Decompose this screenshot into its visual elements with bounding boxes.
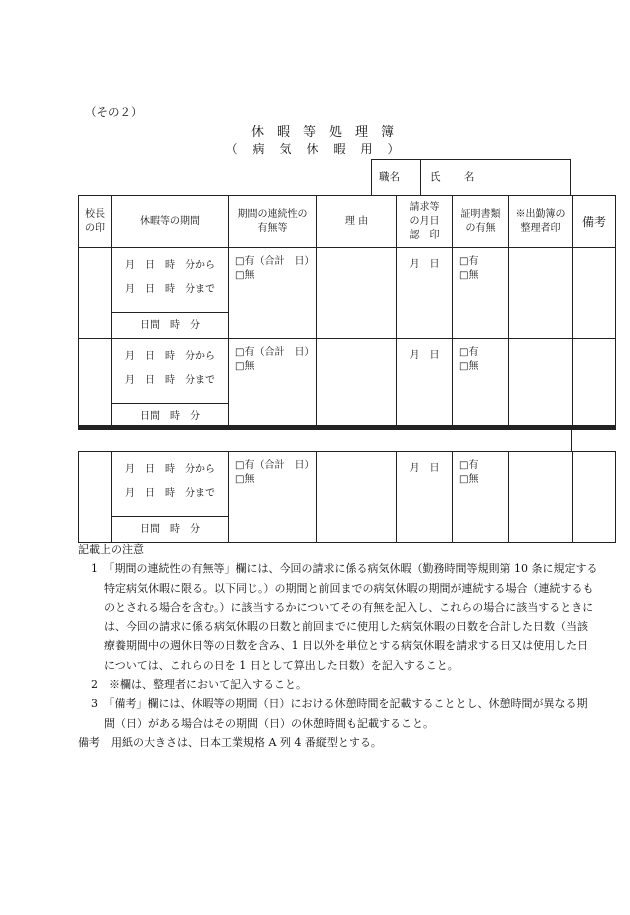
continuity-cell[interactable] (229, 248, 317, 339)
attendance-seal-cell[interactable] (509, 248, 573, 339)
col-continuity: 期間の連続性の 有無等 (229, 196, 317, 248)
record-table (78, 195, 616, 430)
certificate-cell[interactable] (453, 248, 509, 339)
seal-cell[interactable] (79, 339, 112, 430)
certificate-no: □無 (459, 361, 479, 372)
continuity-no: □無 (235, 474, 255, 485)
col-attendance-seal: ※出勤簿の 整理者印 (509, 196, 573, 248)
continuity-no: □無 (235, 361, 255, 372)
seal-cell[interactable] (79, 248, 112, 339)
omission-separator (78, 425, 615, 429)
request-date-cell[interactable]: 月 日 (397, 339, 453, 430)
period-from: 月 日 時 分から (125, 351, 215, 362)
remarks-cell[interactable] (573, 248, 616, 339)
certificate-no: □無 (459, 474, 479, 485)
period-cell[interactable] (112, 339, 229, 430)
continuity-yes: □有（合計 日） (235, 347, 315, 358)
col-remarks: 備考 (573, 196, 616, 248)
name-box-divider (420, 160, 421, 195)
period-to: 月 日 時 分まで (125, 488, 215, 499)
period-from: 月 日 時 分から (125, 464, 215, 475)
col-certificate: 証明書類 の有無 (453, 196, 509, 248)
reason-cell[interactable] (317, 248, 397, 339)
period-cell[interactable] (112, 248, 229, 339)
period-to: 月 日 時 分まで (125, 375, 215, 386)
period-duration: 日間 時 分 (112, 312, 228, 338)
attendance-seal-cell[interactable] (509, 339, 573, 430)
period-from: 月 日 時 分から (125, 260, 215, 271)
paper-size-note: 備考 用紙の大きさは、日本工業規格 A 列 4 番縦型とする。 (78, 735, 382, 749)
form-subtitle: （病気休暇用） (225, 142, 415, 156)
continuity-cell[interactable] (229, 452, 317, 543)
period-duration: 日間 時 分 (112, 516, 228, 542)
certificate-cell[interactable] (453, 452, 509, 543)
col-principal-seal: 校長 の印 (79, 196, 112, 248)
request-date-cell[interactable]: 月 日 (397, 452, 453, 543)
certificate-yes: □有 (459, 256, 479, 267)
attendance-seal-cell[interactable] (509, 452, 573, 543)
form-title: 休暇等処理簿 (250, 125, 407, 140)
table-row (79, 452, 616, 543)
post-label: 職名 (379, 171, 400, 183)
note-3: 3 「備考」欄には、休暇等の期間（日）における休憩時間を記載することとし、休憩時間が異なる期間（日）がある場合はその期間（日）の休憩時間も記載すること。 (91, 697, 588, 730)
certificate-yes: □有 (459, 347, 479, 358)
certificate-yes: □有 (459, 460, 479, 471)
remarks-column-continuation (571, 429, 572, 451)
table-header-row (79, 196, 616, 248)
name-box (371, 159, 571, 195)
note-2: 2 ※欄は、整理者において記入すること。 (91, 678, 307, 692)
table-row (79, 339, 616, 430)
certificate-cell[interactable] (453, 339, 509, 430)
table-row (79, 248, 616, 339)
col-request-date: 請求等 の月日 認 印 (397, 196, 453, 248)
continuity-no: □無 (235, 270, 255, 281)
reason-cell[interactable] (317, 339, 397, 430)
form-sub-label: （その２） (85, 105, 143, 119)
reason-cell[interactable] (317, 452, 397, 543)
note-1: 1 「期間の連続性の有無等」欄には、今回の請求に係る病気休暇（勤務時間等規則第 10 条に規定する特定病気休暇に限る。以下同じ。）の期間と前回までの病気休暇の期間が連続する場合（連続するものとされる場合を含む。）に該当するかについてその有無を記入し、これらの場合に該当するときには、今回の請求に係る病気休暇の日数と前回までに使用した病気休暇の日数を合計した日数（当該療養期間中の週休日等の日数を含み、1 日以外を単位とする病気休暇を請求する日又は使用した日については、これらの日を 1 日として算出した日数）を記入すること。 (91, 562, 598, 672)
notes-section (78, 540, 598, 752)
continuity-yes: □有（合計 日） (235, 460, 315, 471)
seal-cell[interactable] (79, 452, 112, 543)
col-reason: 理 由 (317, 196, 397, 248)
notes-heading: 記載上の注意 (78, 543, 144, 556)
remarks-cell[interactable] (573, 339, 616, 430)
period-duration: 日間 時 分 (112, 403, 228, 429)
certificate-no: □無 (459, 270, 479, 281)
record-table-continued (78, 451, 616, 543)
name-label: 氏 名 (430, 171, 485, 183)
period-cell[interactable] (112, 452, 229, 543)
remarks-cell[interactable] (573, 452, 616, 543)
request-date-cell[interactable]: 月 日 (397, 248, 453, 339)
col-period: 休暇等の期間 (112, 196, 229, 248)
continuity-cell[interactable] (229, 339, 317, 430)
continuity-yes: □有（合計 日） (235, 256, 315, 267)
period-to: 月 日 時 分まで (125, 284, 215, 295)
